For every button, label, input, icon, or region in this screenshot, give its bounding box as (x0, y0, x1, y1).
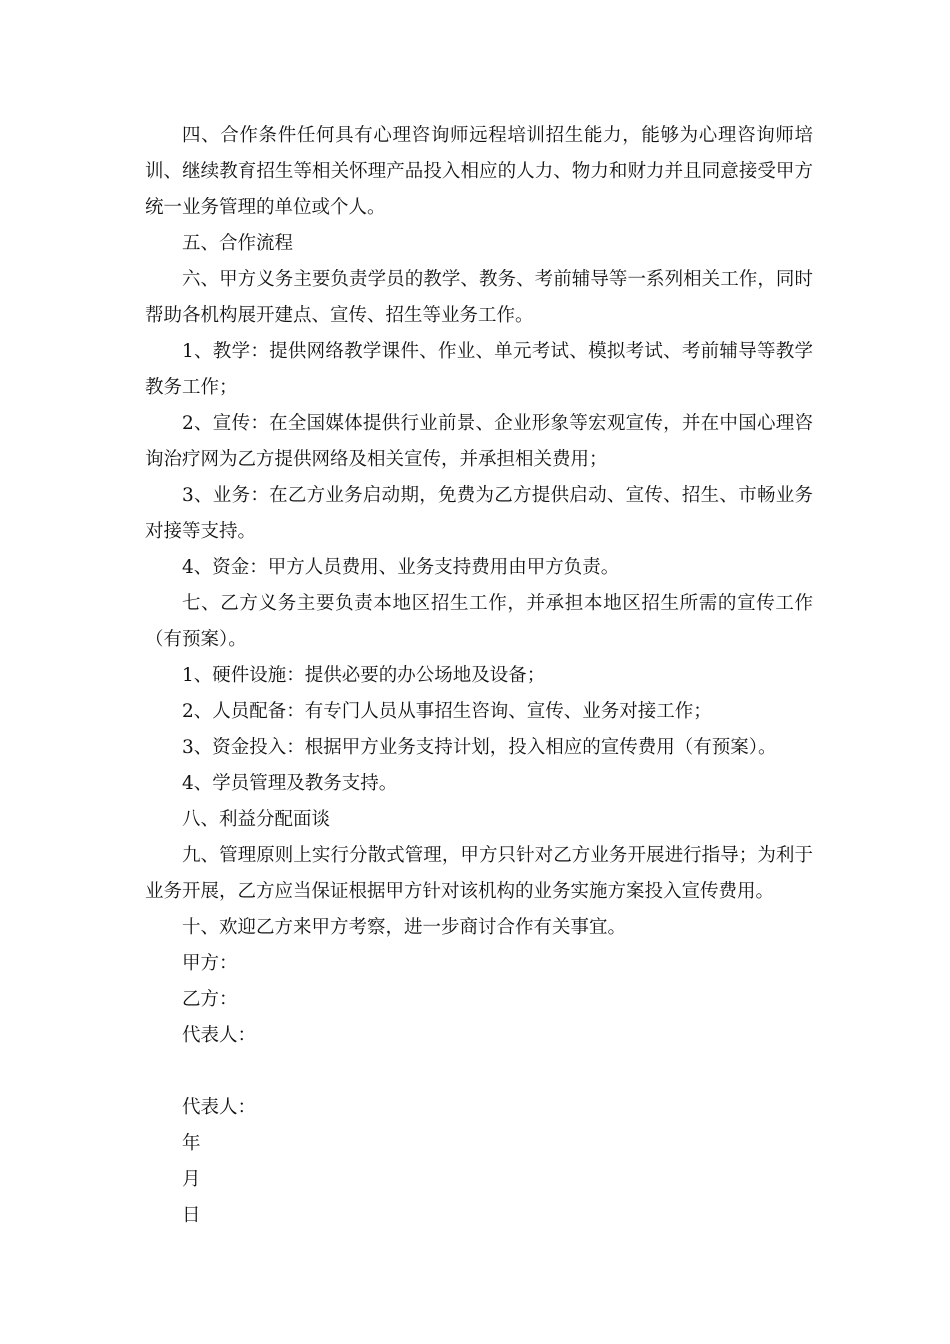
paragraph-investment: 3、资金投入：根据甲方业务支持计划，投入相应的宣传费用（有预案）。 (182, 737, 777, 758)
paragraph-student-management: 4、学员管理及教务支持。 (182, 773, 398, 794)
paragraph-cooperation-process: 五、合作流程 (182, 233, 294, 254)
document-body (145, 118, 813, 1234)
signature-party-a: 甲方： (182, 953, 238, 974)
paragraph-funds: 4、资金：甲方人员费用、业务支持费用由甲方负责。 (182, 557, 620, 578)
paragraph-management-principle: 九、管理原则上实行分散式管理，甲方只针对乙方业务开展进行指导；为利于业务开展，乙方应当保证根据甲方针对该机构的业务实施方案投入宣传费用。 (145, 845, 813, 902)
paragraph-hardware: 1、硬件设施：提供必要的办公场地及设备； (182, 665, 546, 686)
blank-line (145, 1054, 813, 1090)
date-year: 年 (182, 1133, 201, 1154)
paragraph-welcome-inspection: 十、欢迎乙方来甲方考察，进一步商讨合作有关事宜。 (182, 917, 627, 938)
paragraph-staffing: 2、人员配备：有专门人员从事招生咨询、宣传、业务对接工作； (182, 701, 712, 722)
signature-representative-a: 代表人： (182, 1025, 257, 1046)
signature-representative-b: 代表人： (182, 1097, 257, 1118)
paragraph-business: 3、业务：在乙方业务启动期，免费为乙方提供启动、宣传、招生、市畅业务对接等支持。 (145, 485, 813, 542)
signature-party-b: 乙方： (182, 989, 238, 1010)
date-month: 月 (182, 1169, 201, 1190)
paragraph-teaching: 1、教学：提供网络教学课件、作业、单元考试、模拟考试、考前辅导等教学教务工作； (145, 341, 813, 398)
paragraph-publicity: 2、宣传：在全国媒体提供行业前景、企业形象等宏观宣传，并在中国心理咨询治疗网为乙方提供网络及相关宣传，并承担相关费用； (145, 413, 813, 470)
paragraph-party-b-obligations: 七、乙方义务主要负责本地区招生工作，并承担本地区招生所需的宣传工作（有预案）。 (145, 593, 813, 650)
paragraph-cooperation-conditions: 四、合作条件任何具有心理咨询师远程培训招生能力，能够为心理咨询师培训、继续教育招生等相关怀理产品投入相应的人力、物力和财力并且同意接受甲方统一业务管理的单位或个人。 (145, 125, 813, 218)
paragraph-profit-distribution: 八、利益分配面谈 (182, 809, 331, 830)
date-day: 日 (182, 1205, 201, 1226)
paragraph-party-a-obligations: 六、甲方义务主要负责学员的教学、教务、考前辅导等一系列相关工作，同时帮助各机构展开建点、宣传、招生等业务工作。 (145, 269, 813, 326)
